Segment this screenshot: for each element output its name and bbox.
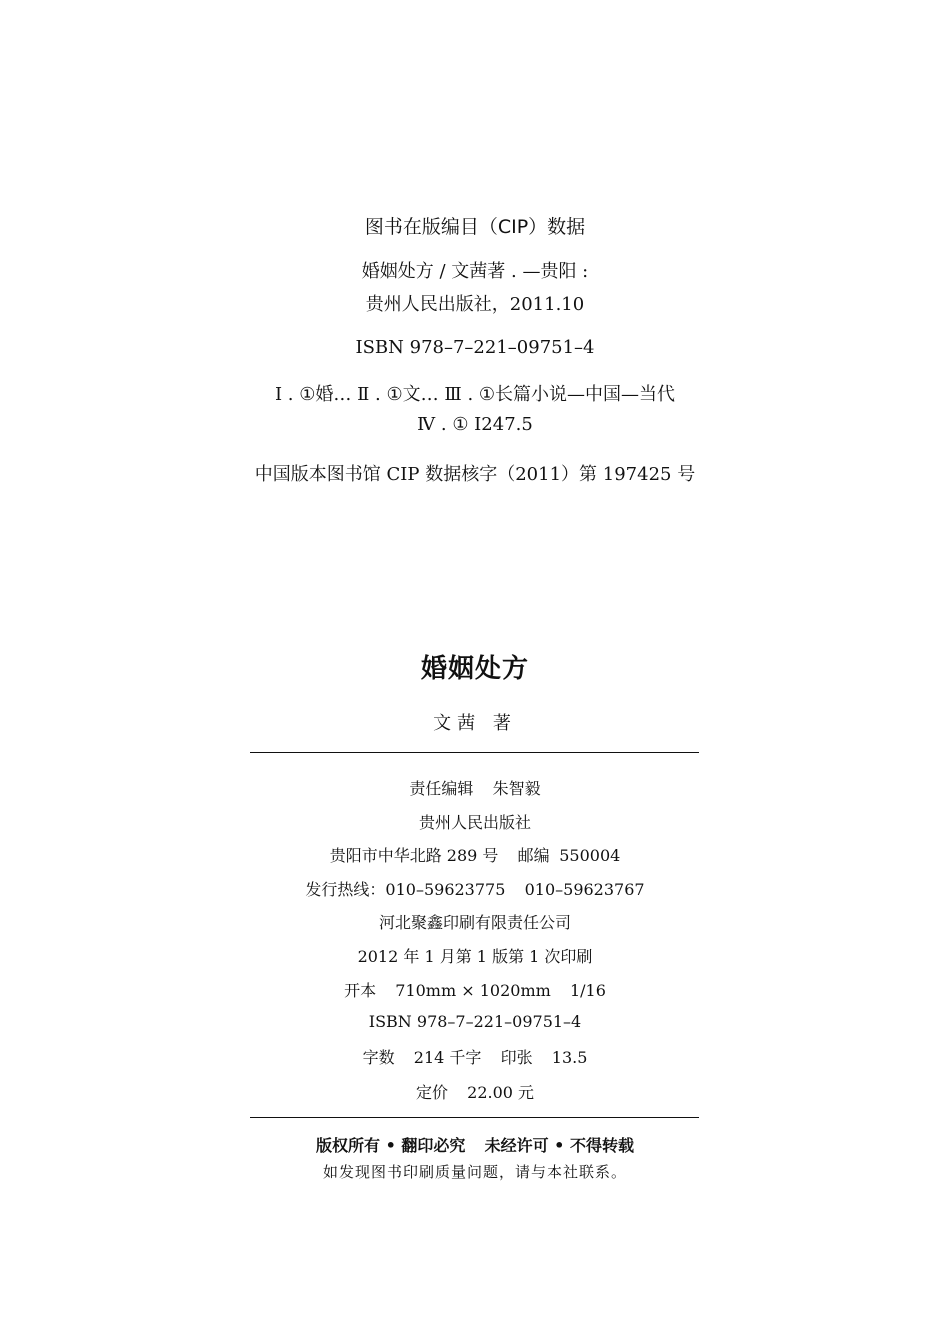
editor-name: 朱智毅: [492, 779, 541, 798]
publisher-line: 贵州人民出版社: [418, 813, 531, 832]
price-label: 定价: [415, 1083, 448, 1102]
address: 贵阳市中华北路 289 号: [329, 846, 499, 865]
price-line: [0, 1080, 950, 1103]
hotline-1: 010–59623775: [385, 880, 506, 899]
quality-contact-note: 如发现图书印刷质量问题，请与本社联系。: [322, 1163, 627, 1181]
edition-line: 2012 年 1 月第 1 版第 1 次印刷: [357, 947, 593, 966]
copyright-line: [0, 1133, 950, 1156]
sheets-count: 13.5: [551, 1048, 588, 1067]
cip-heading: 图书在版编目（CIP）数据: [364, 216, 586, 238]
hotline-label: 发行热线：: [305, 880, 386, 899]
format-line: [0, 978, 950, 1001]
printer-line: 河北聚鑫印刷有限责任公司: [378, 913, 571, 932]
format-fraction: 1/16: [569, 981, 606, 1000]
format-label: 开本: [344, 981, 377, 1000]
cip-classification-line: Ⅳ . ① I247.5: [417, 414, 533, 435]
words-count: 214 千字: [413, 1048, 482, 1067]
format-size: 710mm × 1020mm: [395, 981, 551, 1000]
cip-title-line: 婚姻处方 / 文茜著 . —贵阳 :: [361, 261, 589, 282]
colophon-isbn: ISBN 978–7–221–09751–4: [368, 1012, 582, 1031]
editor-label: 责任编辑: [409, 779, 474, 798]
hotline-2: 010–59623767: [524, 880, 645, 899]
editor-line: [0, 776, 950, 799]
price-value: 22.00 元: [467, 1083, 535, 1102]
cip-isbn: ISBN 978–7–221–09751–4: [355, 337, 595, 358]
book-title: 婚姻处方: [420, 654, 529, 684]
words-line: [0, 1045, 950, 1068]
bottom-divider: [250, 1117, 699, 1118]
book-author: 文茜 著: [433, 713, 517, 734]
postcode-label: 邮编: [517, 846, 550, 865]
permission-notice: 未经许可 • 不得转载: [484, 1136, 634, 1155]
postcode: 550004: [559, 846, 621, 865]
top-divider: [250, 752, 699, 753]
cip-record-number: 中国版本图书馆 CIP 数据核字（2011）第 197425 号: [254, 464, 696, 485]
words-label: 字数: [362, 1048, 395, 1067]
sheets-label: 印张: [500, 1048, 533, 1067]
copyright-notice: 版权所有 • 翻印必究: [316, 1136, 466, 1155]
cip-publisher-line: 贵州人民出版社，2011.10: [365, 294, 585, 315]
hotline-line: [0, 877, 950, 900]
address-line: [0, 843, 950, 866]
cip-subject-line: Ⅰ . ①婚… Ⅱ . ①文… Ⅲ . ①长篇小说—中国—当代: [274, 384, 676, 405]
